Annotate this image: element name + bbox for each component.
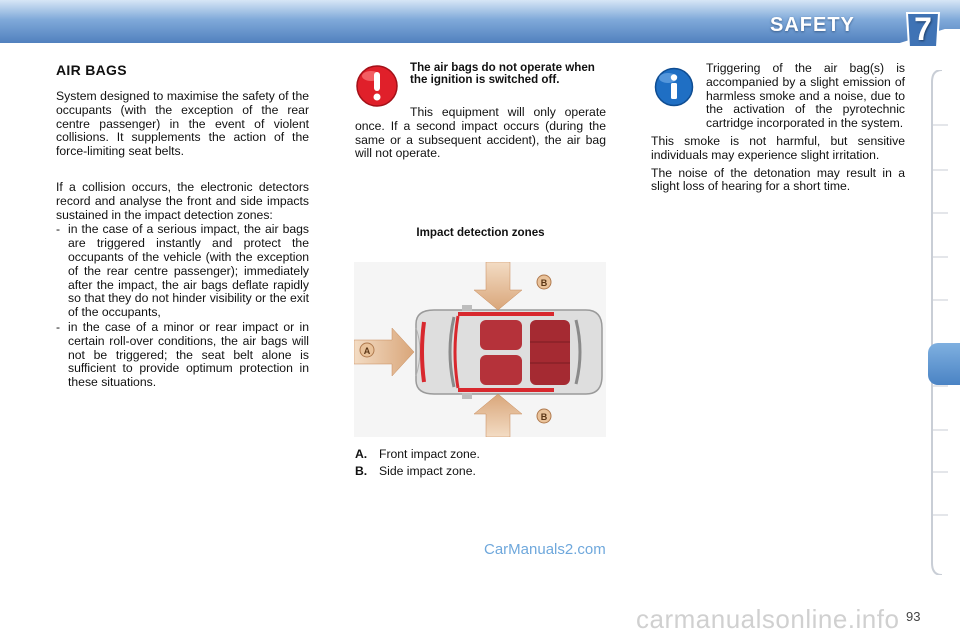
bullet-text: in the case of a serious impact, the air bags are triggered instantly and protect the occupants of the vehicle (with the exception of the rear centre passenger); immediately after the impact, the air bags deflate rapidly so that they do not hinder visibility or the exit of the occupants,	[68, 222, 309, 320]
list-item: - in the case of a serious impact, the air bags are triggered instantly and protect the occupants of the vehicle (with the exception of the rear centre passenger); immediately after the impact, the air bags deflate rapidly so that they do not hinder visibility or the exit of the occupants,	[56, 222, 309, 320]
zone-b-top-label: B	[540, 278, 548, 288]
intro-paragraph: System designed to maximise the safety of the occupants (with the exception of the rear centre passenger) in the event of violent collisions. It supplements the action of the force-limiting seat belts.	[56, 89, 309, 159]
list-item: - in the case of a minor or rear impact or in certain roll-over conditions, the air bags will not be triggered; the seat belt alone is sufficient to provide optimum protection in these situations.	[56, 319, 309, 390]
zone-a-label: A	[363, 346, 371, 356]
warning-text: This equipment will only operate once. If a second impact occurs (during the same or a subsequent accident), the air bag will not operate.	[355, 105, 606, 161]
site-watermark: CarManuals2.com	[484, 541, 606, 558]
chapter-number: 7	[914, 11, 932, 47]
active-chapter-tab[interactable]	[928, 343, 960, 385]
collision-paragraph: If a collision occurs, the electronic detectors record and analyse the front and side impacts sustained in the impact detection zones:	[56, 179, 309, 222]
warning-heading: The air bags do not operate when the ignition is switched off.	[410, 61, 595, 87]
zone-b-bottom-label: B	[540, 412, 548, 422]
legend-item: A. Front impact zone.	[355, 447, 480, 461]
info-paragraph: This smoke is not harmful, but sensitive individuals may experience slight irritation.	[651, 133, 905, 162]
page-number: 93	[906, 609, 921, 624]
bullet-text: in the case of a minor or rear impact or in certain roll-over conditions, the air bags will not be triggered; the seat belt alone is sufficient to provide optimum protection in these situations.	[68, 319, 309, 390]
section-title: AIR BAGS	[56, 62, 127, 78]
diagram-title: Impact detection zones	[416, 226, 545, 239]
chapter-tab-strip	[928, 70, 954, 575]
info-paragraph: The noise of the detonation may result in a slight loss of hearing for a short time.	[651, 165, 905, 194]
chapter-title: SAFETY	[770, 14, 855, 36]
air-bags-section	[56, 62, 309, 390]
legend-item: B. Side impact zone.	[355, 464, 476, 478]
diagram-legend	[355, 446, 606, 480]
exclamation-icon	[355, 64, 399, 108]
impact-zones-diagram	[354, 262, 606, 437]
footer-watermark: carmanualsonline.info	[636, 604, 900, 634]
info-panel	[651, 62, 905, 198]
info-paragraph: Triggering of the air bag(s) is accompanied by a slight emission of harmless smoke and a noise, due to the activation of the pyrotechnic cartridge incorporated in the system.	[706, 61, 905, 131]
